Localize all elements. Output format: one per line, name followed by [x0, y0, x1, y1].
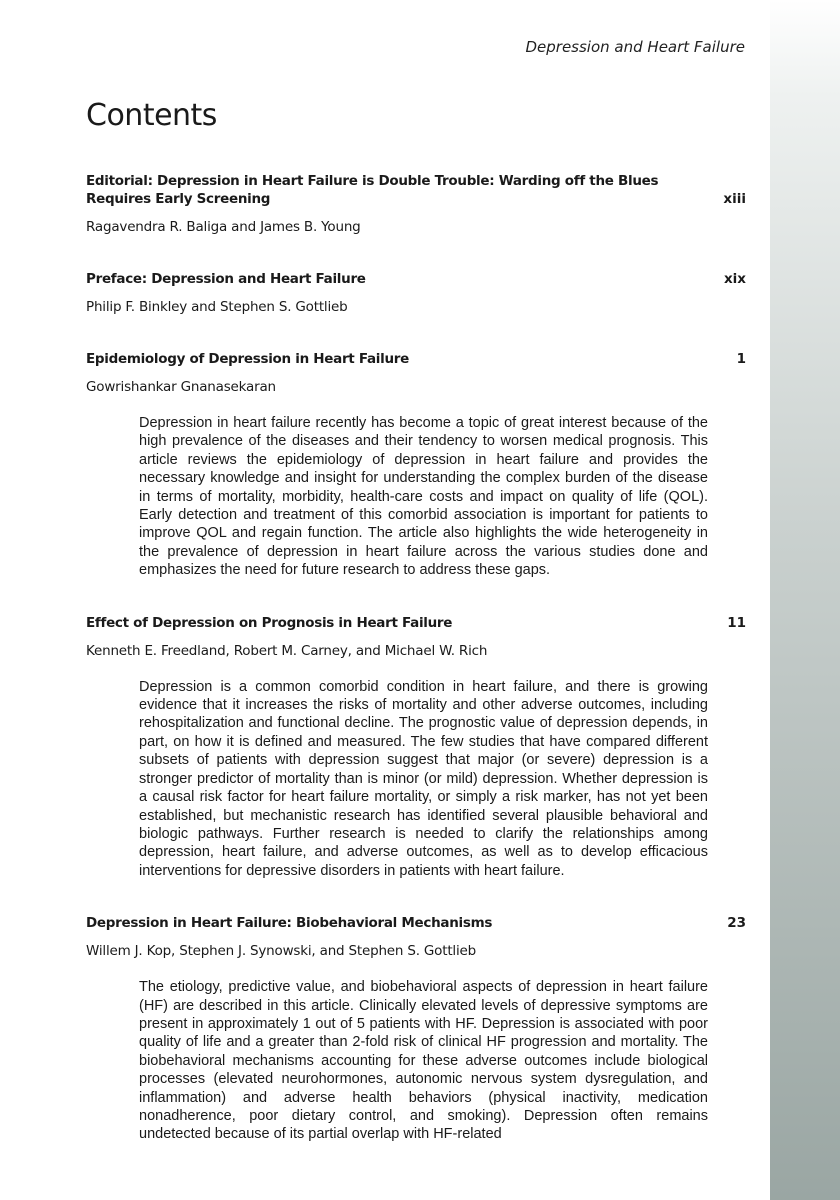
entry-page-number[interactable]: xix — [723, 271, 746, 287]
entry-authors: Philip F. Binkley and Stephen S. Gottlieb — [86, 299, 348, 315]
entry-title[interactable]: Depression in Heart Failure: Biobehavioral Mechanisms — [86, 915, 493, 932]
entry-heading — [86, 914, 746, 932]
entry-authors: Ragavendra R. Baliga and James B. Young — [86, 219, 361, 235]
toc-entry-editorial — [86, 172, 746, 236]
entry-title[interactable]: Effect of Depression on Prognosis in Heart Failure — [86, 614, 453, 631]
entry-abstract: The etiology, predictive value, and biobehavioral aspects of depression in heart failure (HF) are described in this article. Clinically elevated levels of depressive symptoms are present in approximately 1 out of 5 patients with HF. Depression is associated with poor quality of life and a greater than 2-fold risk of clinical HF progression and mortality. The biobehavioral mechanisms accounting for these adverse outcomes include biological processes (elevated neurohormones, autonomic nervous system dysregulation, and inflammation) and adverse health behaviors (physical inactivity, medication nonadherence, poor dietary control, and smoking). Depression often remains undetected because of its partial overlap with HF-related — [139, 979, 708, 1143]
toc-entry-mechanisms — [86, 914, 746, 1144]
toc-entry-preface — [86, 270, 746, 316]
entry-title[interactable]: Epidemiology of Depression in Heart Failure — [86, 351, 409, 367]
entry-heading — [86, 270, 746, 288]
running-head: Depression and Heart Failure — [525, 38, 745, 56]
entry-heading — [86, 614, 746, 632]
entry-title-line: Requires Early Screening — [86, 191, 271, 207]
contents-list — [86, 172, 746, 1178]
entry-authors: Gowrishankar Gnanasekaran — [86, 379, 276, 395]
entry-abstract: Depression in heart failure recently has become a topic of great interest because of the high prevalence of the diseases and their tendency to worsen medical prognosis. This article reviews the epidemiology of depression in heart failure and provides the necessary knowledge and insight for understanding the complex burden of the disease in terms of mortality, morbidity, health-care costs and impact on quality of life (QOL). Early detection and treatment of this comorbid association is important for patients to improve QOL and regain function. The article also highlights the wide heterogeneity in the prevalence of depression in heart failure across the various studies done and emphasizes the need for future research to address these gaps. — [139, 415, 708, 579]
toc-entry-epidemiology — [86, 350, 746, 580]
entry-authors: Willem J. Kop, Stephen J. Synowski, and Stephen S. Gottlieb — [86, 943, 476, 960]
entry-heading — [86, 350, 746, 368]
entry-page-number[interactable]: 23 — [727, 915, 746, 932]
entry-page-number[interactable]: xiii — [723, 191, 746, 207]
entry-page-number[interactable]: 11 — [727, 614, 746, 631]
entry-title[interactable] — [86, 172, 686, 208]
entry-title-line: Editorial: Depression in Heart Failure is Double Trouble: Warding off the Blues — [86, 173, 659, 189]
entry-authors: Kenneth E. Freedland, Robert M. Carney, and Michael W. Rich — [86, 642, 488, 659]
page-title: Contents — [86, 98, 217, 133]
entry-page-number[interactable]: 1 — [736, 351, 746, 367]
decorative-side-band — [770, 0, 840, 1200]
entry-abstract: Depression is a common comorbid condition in heart failure, and there is growing evidence that it increases the risks of mortality and other adverse outcomes, including rehospitalization and functional decline. The prognostic value of depression depends, in part, on how it is defined and measured. The few studies that have compared different subsets of patients with depression suggest that major (or severe) depression is a stronger predictor of mortality than is minor (or mild) depression. Whether depression is a causal risk factor for heart failure mortality, or simply a risk marker, has not yet been established, but mechanistic research has identified several plausible behavioral and biologic pathways. Further research is needed to clarify the relationships among depression, heart failure, and adverse outcomes, as well as to develop efficacious interventions for depressive disorders in patients with heart failure. — [139, 678, 708, 879]
toc-entry-prognosis — [86, 614, 746, 880]
entry-heading — [86, 172, 746, 208]
entry-title[interactable]: Preface: Depression and Heart Failure — [86, 271, 366, 287]
